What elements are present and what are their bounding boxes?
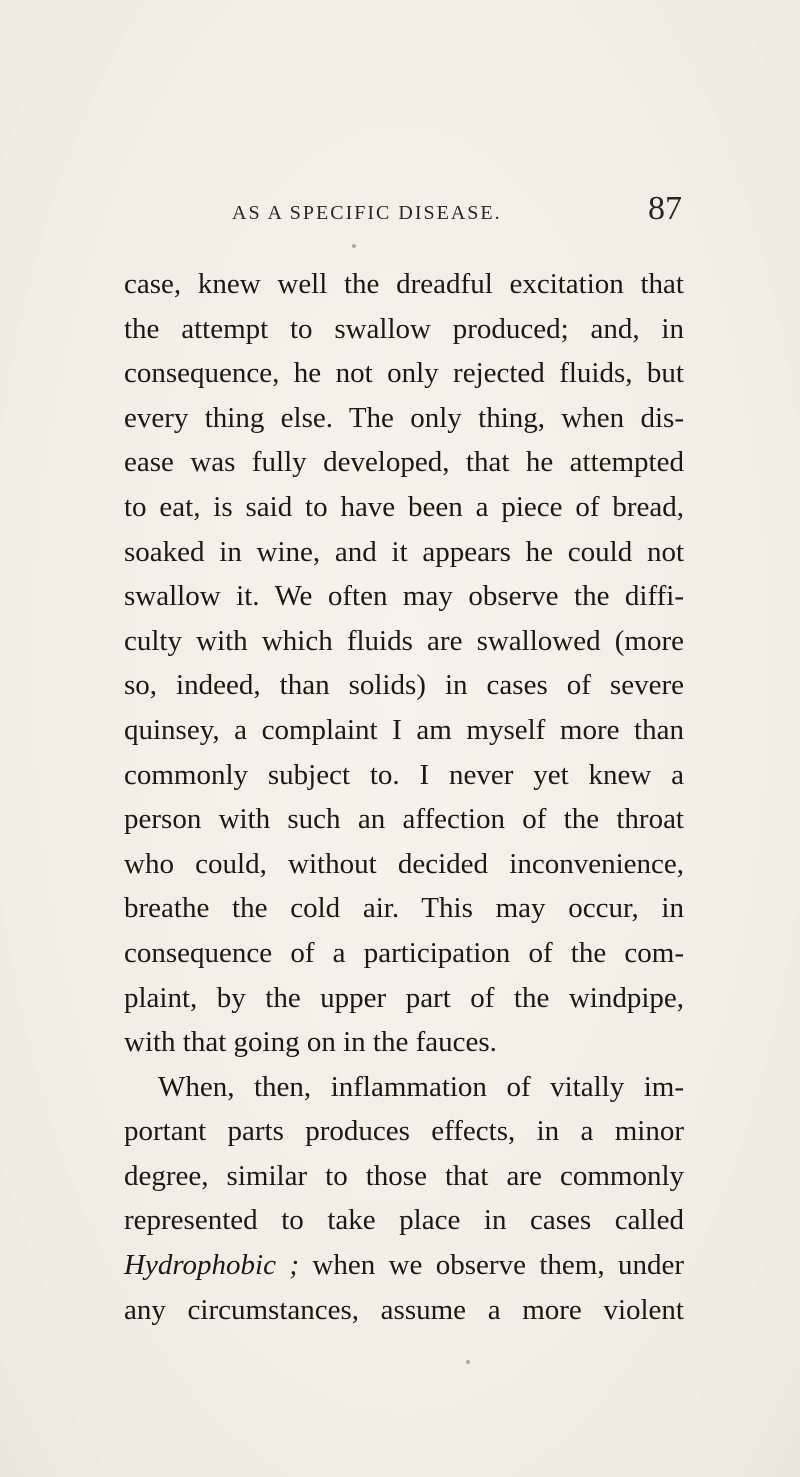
text-line: degree, similar to those that are commonly: [124, 1159, 684, 1192]
text-line: person with such an affection of the throat: [124, 803, 684, 836]
text-fragment: when we observe them, under: [299, 1249, 684, 1282]
paragraph-start-line: When, then, inflammation of vitally im-: [158, 1070, 684, 1103]
body-text: [124, 262, 684, 1332]
page-number: 87: [648, 190, 682, 227]
ink-speck: [466, 1360, 470, 1364]
text-line: so, indeed, than solids) in cases of severe: [124, 669, 684, 702]
text-line: consequence, he not only rejected fluids, but: [124, 357, 684, 390]
italic-term: Hydrophobic ;: [124, 1249, 299, 1282]
text-line-with-italic: [124, 1243, 684, 1288]
paragraph-end-line: with that going on in the fauces.: [124, 1026, 497, 1059]
running-head: AS A SPECIFIC DISEASE.: [232, 202, 502, 224]
page-header: [232, 190, 682, 236]
text-line: case, knew well the dreadful excitation that: [124, 268, 684, 300]
text-line: to eat, is said to have been a piece of bread,: [124, 490, 684, 523]
text-line: breathe the cold air. This may occur, in: [124, 892, 684, 925]
text-line: ease was fully developed, that he attempted: [124, 446, 684, 479]
text-line: swallow it. We often may observe the diffi-: [124, 580, 684, 613]
text-line: who could, without decided inconvenience,: [124, 847, 684, 880]
text-line: quinsey, a complaint I am myself more than: [124, 713, 684, 746]
text-line: plaint, by the upper part of the windpipe,: [124, 981, 684, 1014]
text-line: commonly subject to. I never yet knew a: [124, 758, 684, 791]
text-line: every thing else. The only thing, when dis-: [124, 401, 684, 434]
ink-speck: [352, 244, 356, 248]
text-line: represented to take place in cases called: [124, 1204, 684, 1237]
text-line: any circumstances, assume a more violent: [124, 1293, 684, 1326]
text-line: soaked in wine, and it appears he could not: [124, 535, 684, 568]
text-line: the attempt to swallow produced; and, in: [124, 312, 684, 345]
text-line: portant parts produces effects, in a minor: [124, 1115, 684, 1148]
text-line: consequence of a participation of the com-: [124, 936, 684, 969]
text-line: culty with which fluids are swallowed (more: [124, 624, 684, 657]
